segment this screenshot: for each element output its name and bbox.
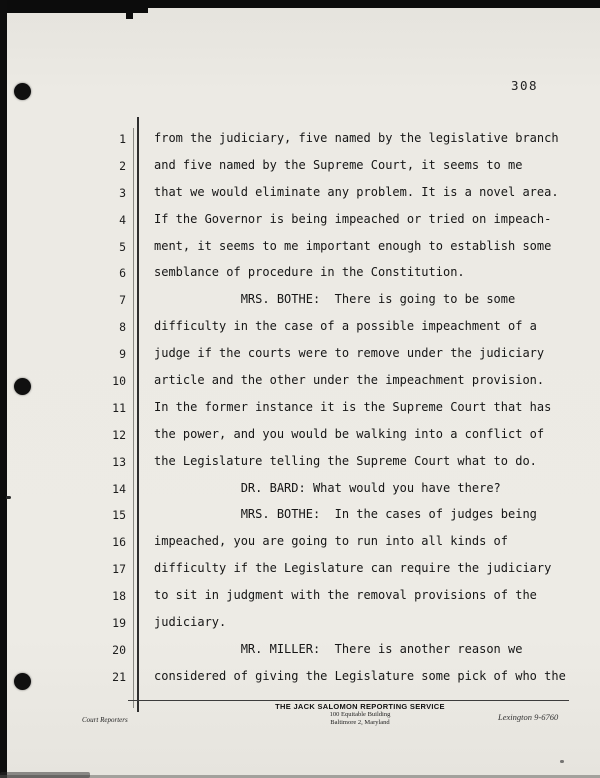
line-number: 1 [119,132,126,146]
transcript-line [0,561,600,588]
line-number: 7 [119,293,126,308]
line-number: 18 [112,589,126,604]
line-number: 4 [119,212,126,227]
transcript-line [0,131,600,158]
line-text: MRS. BOTHE: There is going to be some [154,292,516,307]
line-text: difficulty in the case of a possible impeachment of a [154,319,537,334]
line-text: ment, it seems to me important enough to establish some [154,238,552,253]
line-text: judge if the courts were to remove under the judiciary [154,346,545,361]
transcript-line [0,400,600,427]
line-number: 21 [112,669,126,684]
line-number: 2 [119,158,126,173]
transcript-line [0,373,600,400]
transcript-line [0,588,600,615]
line-text: In the former instance it is the Supreme Court that has [154,399,552,414]
scan-speck [560,760,564,763]
line-number: 20 [112,642,126,657]
transcript-line [0,319,600,346]
line-text: and five named by the Supreme Court, it seems to me [154,157,523,172]
line-number: 16 [112,535,126,550]
line-text: DR. BARD: What would you have there? [154,480,501,495]
line-number: 12 [112,427,126,442]
line-text: the Legislature telling the Supreme Court what to do. [154,453,537,468]
footer-court-reporters: Court Reporters [82,716,128,724]
line-text: that we would eliminate any problem. It is a novel area. [154,184,559,199]
line-text: MR. MILLER: There is another reason we [154,641,523,656]
transcript-line [0,669,600,696]
footer-address-line1: 100 Equitable Building [329,711,391,718]
line-number: 10 [112,374,126,389]
transcript-line [0,454,600,481]
line-number: 5 [119,239,126,254]
line-text: considered of giving the Legislature some pick of who the [154,668,566,683]
transcript-line [0,292,600,319]
transcript-line [0,212,600,239]
footer-center [215,702,505,727]
line-text: impeached, you are going to run into all kinds of [154,534,509,549]
transcript-line [0,239,600,266]
line-text: to sit in judgment with the removal provisions of the [154,588,537,603]
footer-rule [128,700,569,701]
line-text: the power, and you would be walking into a conflict of [154,426,545,441]
scan-artifact [126,0,133,19]
line-text: MRS. BOTHE: In the cases of judges being [154,507,537,522]
line-text: from the judiciary, five named by the legislative branch [154,131,559,145]
transcript-line [0,481,600,508]
line-number: 14 [112,481,126,496]
line-text: judiciary. [154,615,227,630]
transcript-line [0,265,600,292]
reporting-service-name: THE JACK SALOMON REPORTING SERVICE [275,702,445,711]
line-number: 19 [112,616,126,631]
transcript-line [0,615,600,642]
transcript-line [0,346,600,373]
transcript-line [0,185,600,212]
line-number: 15 [112,508,126,523]
transcript-body [0,131,600,696]
line-text: difficulty if the Legislature can require the judiciary [154,561,552,576]
transcript-line [0,507,600,534]
line-text: If the Governor is being impeached or tried on impeach- [154,211,552,226]
line-number: 6 [119,266,126,281]
page-number: 308 [511,78,539,93]
transcript-line [0,158,600,185]
footer-address-line2: Baltimore 2, Maryland [330,719,390,726]
transcript-line [0,534,600,561]
line-text: article and the other under the impeachment provision. [154,373,545,388]
line-number: 9 [119,347,126,362]
footer-phone: Lexington 9-6760 [498,712,559,722]
line-number: 11 [112,400,126,415]
transcript-line [0,642,600,669]
line-number: 13 [112,454,126,469]
scan-smudge [0,772,90,778]
line-number: 3 [119,185,126,200]
transcript-line [0,427,600,454]
line-number: 17 [112,562,126,577]
hole-punch-top [14,83,31,100]
line-number: 8 [119,320,126,335]
line-text: semblance of procedure in the Constitution. [154,265,465,280]
